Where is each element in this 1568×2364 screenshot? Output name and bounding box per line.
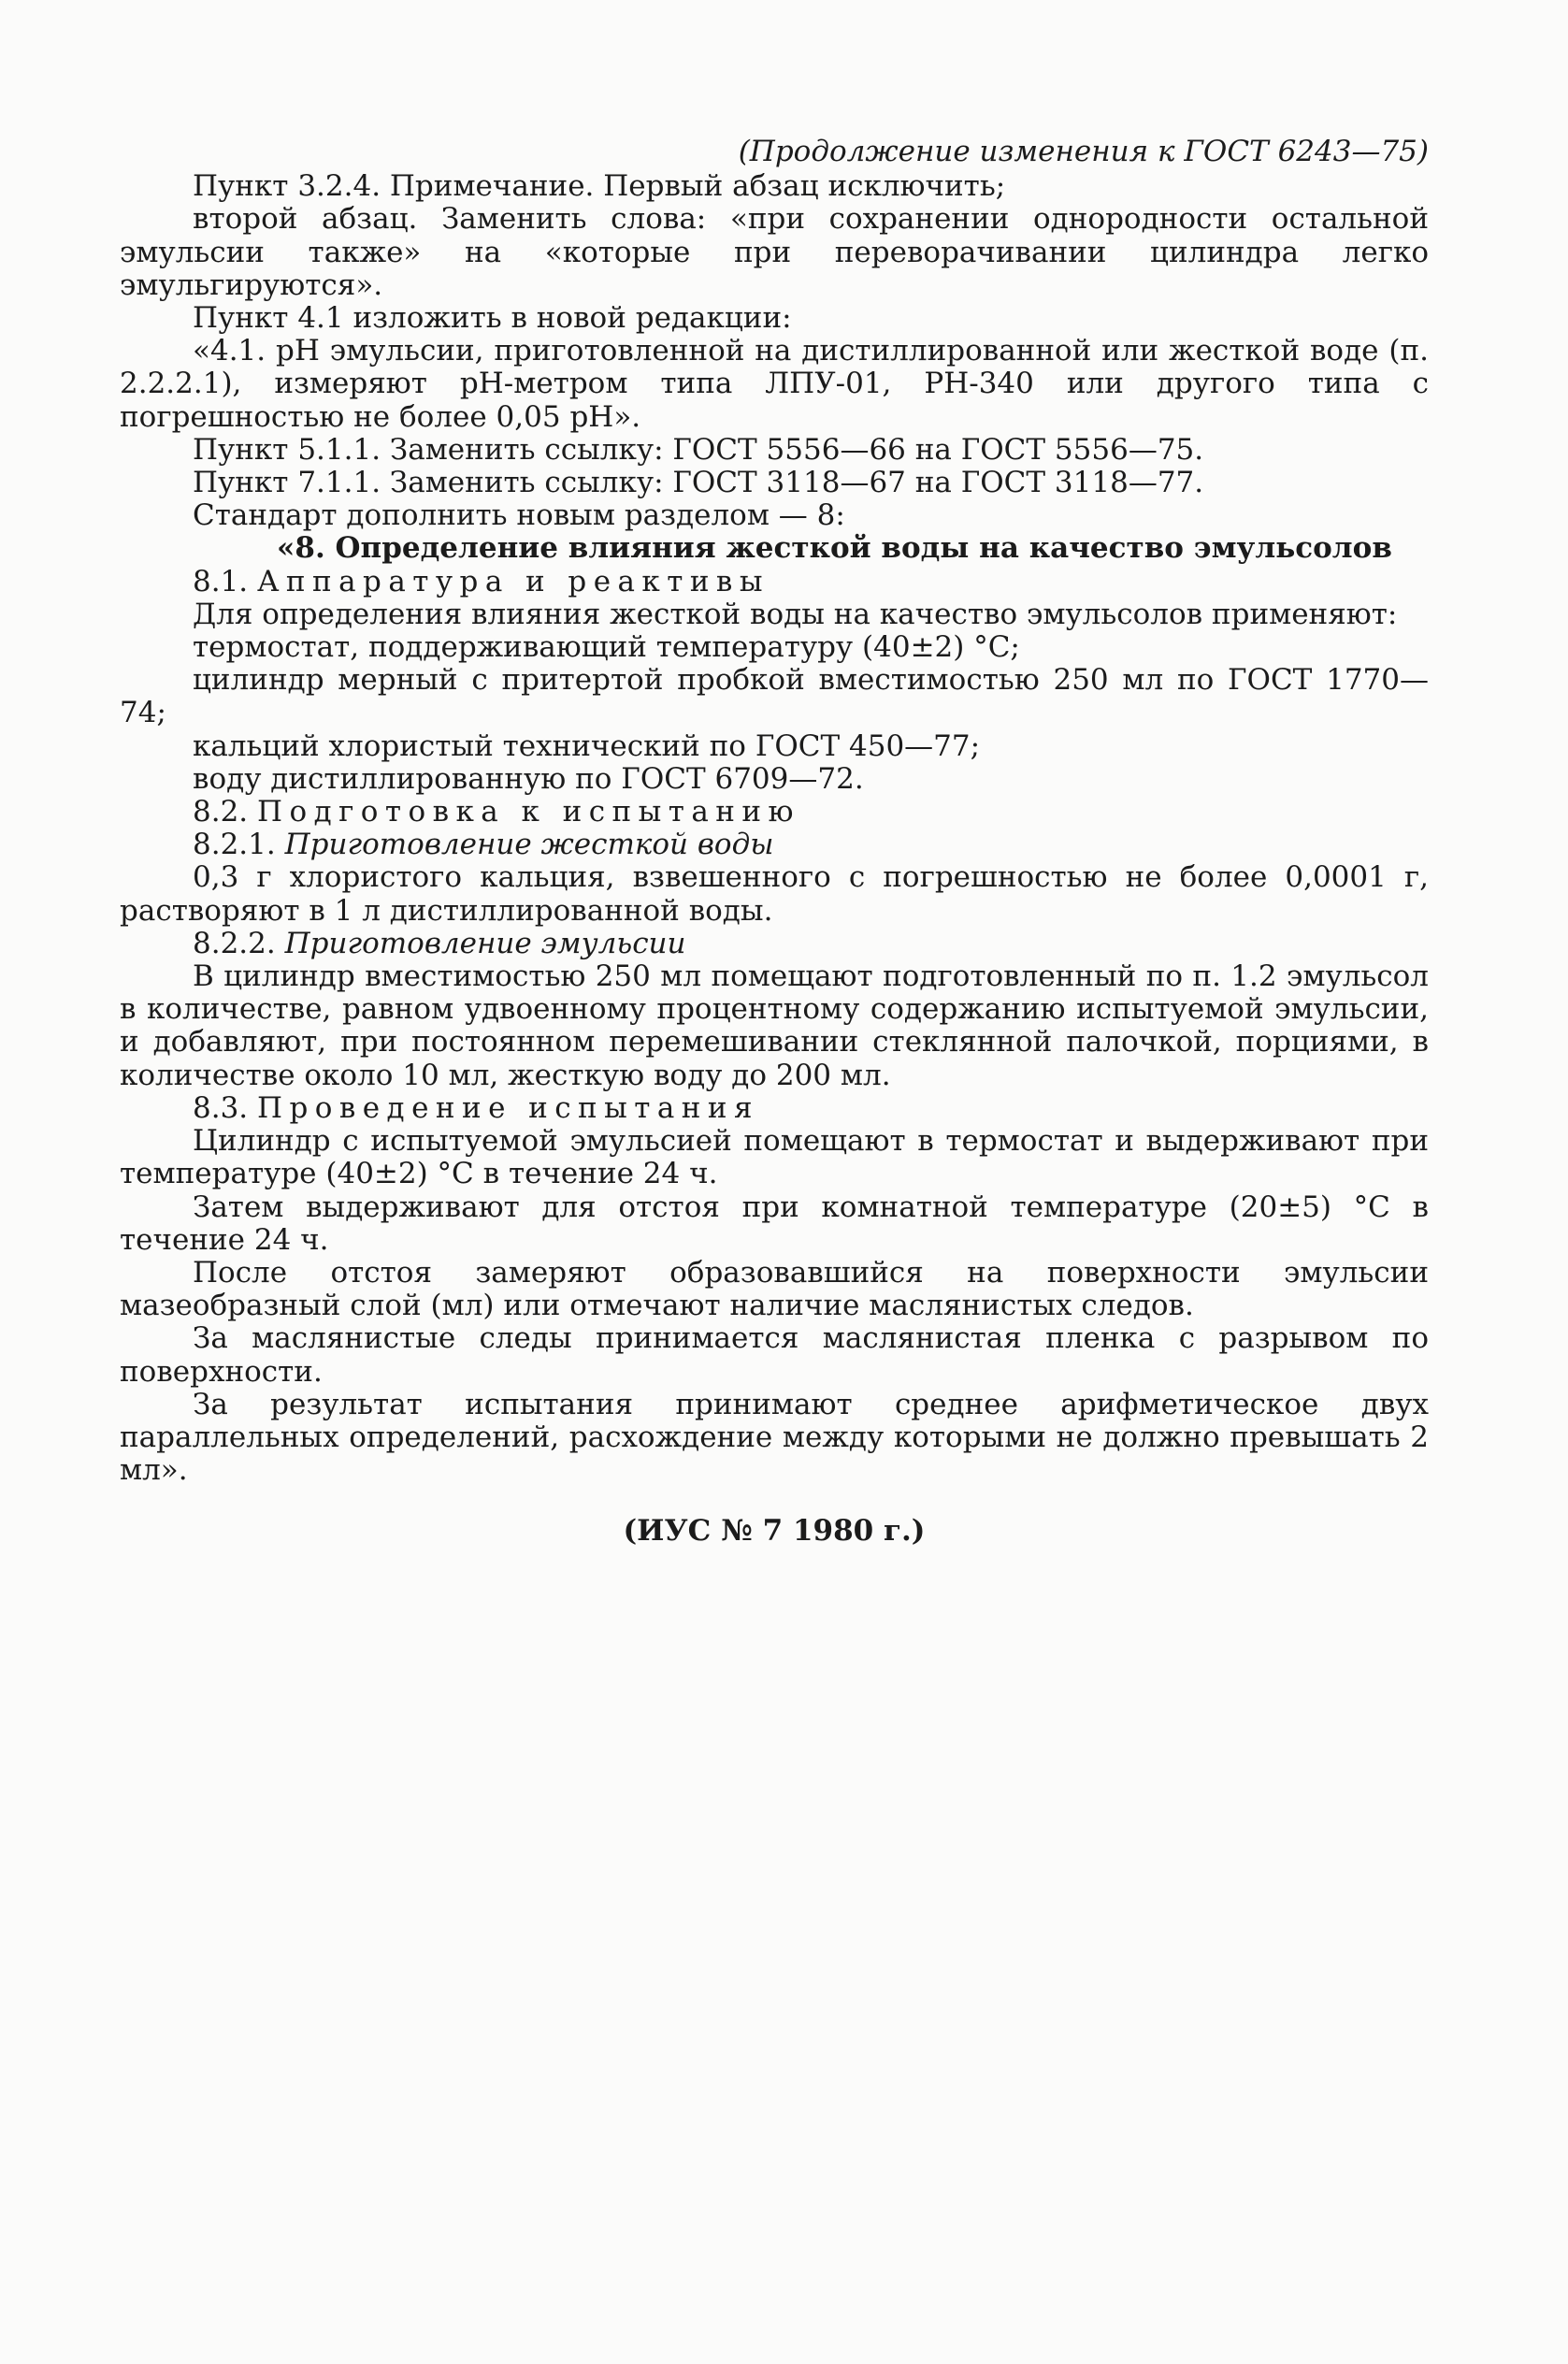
section-8-3-paragraph: Затем выдерживают для отстоя при комнатной температуре (20±5) °С в течение 24 ч.: [120, 1189, 1429, 1257]
ius-footer: (ИУС № 7 1980 г.): [623, 1514, 926, 1549]
section-8-3-paragraph: После отстоя замеряют образовавшийся на поверхности эмульсии мазеобразный слой (мл) или отмечают наличие маслянистых следов.: [120, 1255, 1429, 1323]
section-8-title: «8. Определение влияния жесткой воды на качество эмульсолов: [277, 531, 1392, 566]
paragraph-second-indent: второй абзац. Заменить слова: «при сохранении однородности остальной эмульсии также» на «которые при переворачивании цилиндра легко эмульгируются».: [120, 202, 1429, 302]
paragraph-7-1-1: Пункт 7.1.1. Заменить ссылку: ГОСТ 3118—67 на ГОСТ 3118—77.: [193, 466, 1204, 500]
section-8-2-2-text: В цилиндр вместимостью 250 мл помещают подготовленный по п. 1.2 эмульсол в количестве, равном удвоенному процентному содержанию испытуемой эмульсии, и добавляют, при постоянном перемешивании стеклянной палочкой, порциями, в количестве около 10 мл, жесткую воду до 200 мл.: [120, 959, 1429, 1092]
section-8-2-1-text: 0,3 г хлористого кальция, взвешенного с погрешностью не более 0,0001 г, растворяют в 1 л дистиллированной воды.: [120, 860, 1429, 928]
paragraph-3-2-4: Пункт 3.2.4. Примечание. Первый абзац исключить;: [193, 169, 1006, 204]
section-8-2-2-title: Приготовление эмульсии: [284, 926, 686, 960]
section-8-2-2-number: 8.2.2.: [193, 926, 276, 960]
equipment-item: кальций хлористый технический по ГОСТ 450—77;: [193, 728, 981, 763]
section-8-3-paragraph: За маслянистые следы принимается маслянистая пленка с разрывом по поверхности.: [120, 1321, 1429, 1389]
section-8-1-intro: Для определения влияния жесткой воды на качество эмульсолов применяют:: [193, 597, 1398, 631]
section-8-2-title: Подготовка к испытанию: [257, 795, 800, 829]
section-8-2-1-heading: [120, 829, 1429, 861]
equipment-item: воду дистиллированную по ГОСТ 6709—72.: [193, 761, 864, 796]
paragraph-4-1-intro: Пункт 4.1 изложить в новой редакции:: [193, 301, 792, 336]
section-8-2-1-number: 8.2.1.: [193, 828, 276, 862]
section-8-3-number: 8.3.: [193, 1090, 249, 1125]
section-8-2-1-title: Приготовление жесткой воды: [284, 828, 774, 862]
continuation-header: (Продолжение изменения к ГОСТ 6243—75): [738, 135, 1429, 168]
section-8-3-heading: [120, 1092, 1429, 1125]
paragraph-add-section: Стандарт дополнить новым разделом — 8:: [193, 498, 845, 533]
paragraph-4-1-text: «4.1. pH эмульсии, приготовленной на дистиллированной или жесткой воде (п. 2.2.2.1), измеряют pH-метром типа ЛПУ-01, РН-340 или другого типа с погрешностью не более 0,05 pH».: [120, 334, 1429, 434]
section-8-1-heading: [120, 566, 1429, 598]
equipment-item: цилиндр мерный с притертой пробкой вместимостью 250 мл по ГОСТ 1770—74;: [120, 663, 1429, 730]
section-8-3-paragraph: За результат испытания принимают среднее арифметическое двух параллельных определений, расхождение между которыми не должно превышать 2 мл».: [120, 1387, 1429, 1488]
section-8-3-title: Проведение испытания: [257, 1090, 759, 1125]
section-8-2-2-heading: [120, 928, 1429, 960]
section-8-1-title: Аппаратура и реактивы: [257, 564, 770, 598]
equipment-item: термостат, поддерживающий температуру (40±2) °С;: [193, 630, 1020, 665]
section-8-2-number: 8.2.: [193, 795, 249, 829]
document-body: [120, 136, 1429, 1549]
paragraph-5-1-1: Пункт 5.1.1. Заменить ссылку: ГОСТ 5556—66 на ГОСТ 5556—75.: [193, 432, 1204, 467]
section-8-1-number: 8.1.: [193, 564, 249, 598]
section-8-3-paragraph: Цилиндр с испытуемой эмульсией помещают в термостат и выдерживают при температуре (40±2) °С в течение 24 ч.: [120, 1124, 1429, 1191]
section-8-2-heading: [120, 796, 1429, 829]
